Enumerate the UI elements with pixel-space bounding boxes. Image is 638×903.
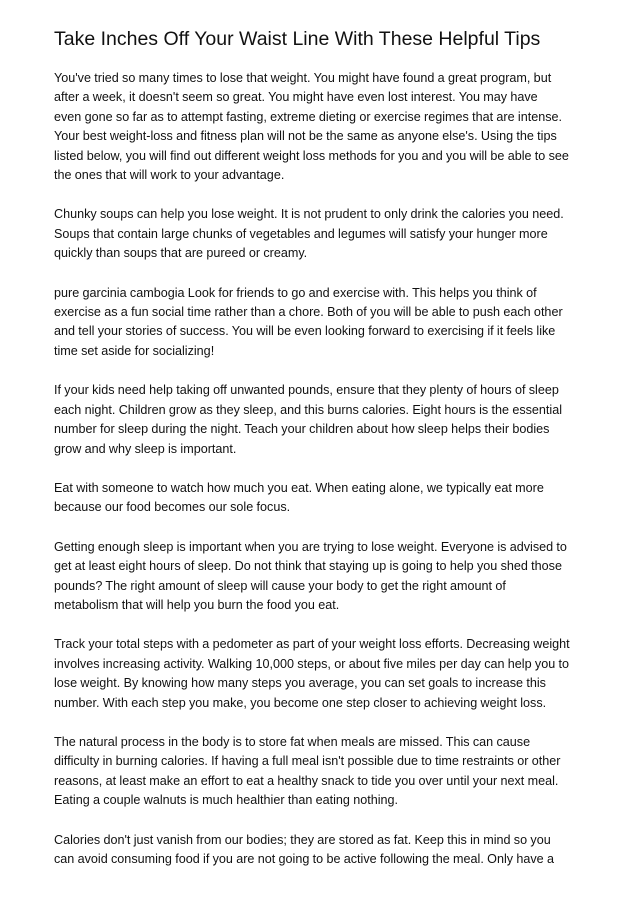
paragraph-line: Your best weight-loss and fitness plan will not be the same as anyone else's. Using the tips (54, 129, 557, 144)
paragraph-line: Eating a couple walnuts is much healthier than eating nothing. (54, 793, 399, 808)
paragraph-line: reasons, at least make an effort to eat a healthy snack to tide you over until your next meal. (54, 773, 559, 788)
paragraph-line: can avoid consuming food if you are not going to be active following the meal. Only have a (54, 852, 554, 866)
paragraph (54, 538, 594, 616)
document-page (54, 26, 594, 889)
paragraph-line: pure garcinia cambogia Look for friends to go and exercise with. This helps you think of (54, 285, 537, 300)
paragraph-line: metabolism that will help you burn the food you eat. (54, 597, 340, 612)
paragraph-line: If your kids need help taking off unwanted pounds, ensure that they plenty of hours of sleep (54, 383, 559, 398)
paragraph-line: Soups that contain large chunks of vegetables and legumes will satisfy your hunger more (54, 226, 548, 241)
paragraph (54, 69, 594, 185)
paragraph-line: Calories don't just vanish from our bodies; they are stored as fat. Keep this in mind so you (54, 832, 551, 847)
paragraph-line: Chunky soups can help you lose weight. It is not prudent to only drink the calories you need. (54, 207, 564, 222)
paragraph (54, 284, 594, 362)
paragraph (54, 635, 594, 713)
paragraph-line: difficulty in burning calories. If having a full meal isn't possible due to time restraints or other (54, 754, 561, 769)
paragraph-line: because our food becomes our sole focus. (54, 500, 291, 515)
paragraph-line: get at least eight hours of sleep. Do not think that staying up is going to help you shed those (54, 559, 562, 574)
paragraph-line: time set aside for socializing! (54, 343, 215, 358)
paragraph-line: Eat with someone to watch how much you eat. When eating alone, we typically eat more (54, 480, 544, 495)
paragraph-line: number. With each step you make, you become one step closer to achieving weight loss. (54, 695, 547, 710)
paragraph-line: even gone so far as to attempt fasting, extreme dieting or exercise regimes that are intense. (54, 109, 563, 124)
paragraph-line: involves increasing activity. Walking 10,000 steps, or about five miles per day can help you to (54, 656, 570, 671)
paragraph-line: pounds? The right amount of sleep will cause your body to get the right amount of (54, 578, 506, 593)
paragraph-line: after a week, it doesn't seem so great. You might have even lost interest. You may have (54, 90, 538, 105)
paragraph (54, 205, 594, 263)
paragraph-line: and tell your stories of success. You will be even looking forward to exercising if it feels like (54, 324, 556, 339)
paragraph-line: Track your total steps with a pedometer as part of your weight loss efforts. Decreasing weight (54, 637, 570, 652)
paragraph-line: You've tried so many times to lose that weight. You might have found a great program, but (54, 71, 552, 85)
paragraph-line: Getting enough sleep is important when you are trying to lose weight. Everyone is advised to (54, 539, 567, 554)
paragraph-line: each night. Children grow as they sleep, and this burns calories. Eight hours is the essential (54, 402, 563, 417)
paragraph (54, 831, 594, 870)
paragraph-line: number for sleep during the night. Teach your children about how sleep helps their bodies (54, 422, 550, 437)
paragraph-line: grow and why sleep is important. (54, 441, 237, 456)
paragraph (54, 733, 594, 811)
paragraph (54, 479, 594, 518)
paragraph-line: The natural process in the body is to store fat when meals are missed. This can cause (54, 734, 531, 749)
paragraph-line: lose weight. By knowing how many steps you average, you can set goals to increase this (54, 676, 546, 691)
paragraph (54, 381, 594, 459)
paragraph-line: quickly than soups that are pureed or creamy. (54, 246, 308, 261)
document-body (54, 69, 594, 869)
paragraph-line: exercise as a fun social time rather than a chore. Both of you will be able to push each other (54, 305, 563, 320)
document-title: Take Inches Off Your Waist Line With These Helpful Tips (54, 28, 541, 50)
paragraph-line: listed below, you will find out different weight loss methods for you and you will be able to see (54, 148, 569, 163)
paragraph-line: the ones that will work to your advantage. (54, 168, 285, 183)
